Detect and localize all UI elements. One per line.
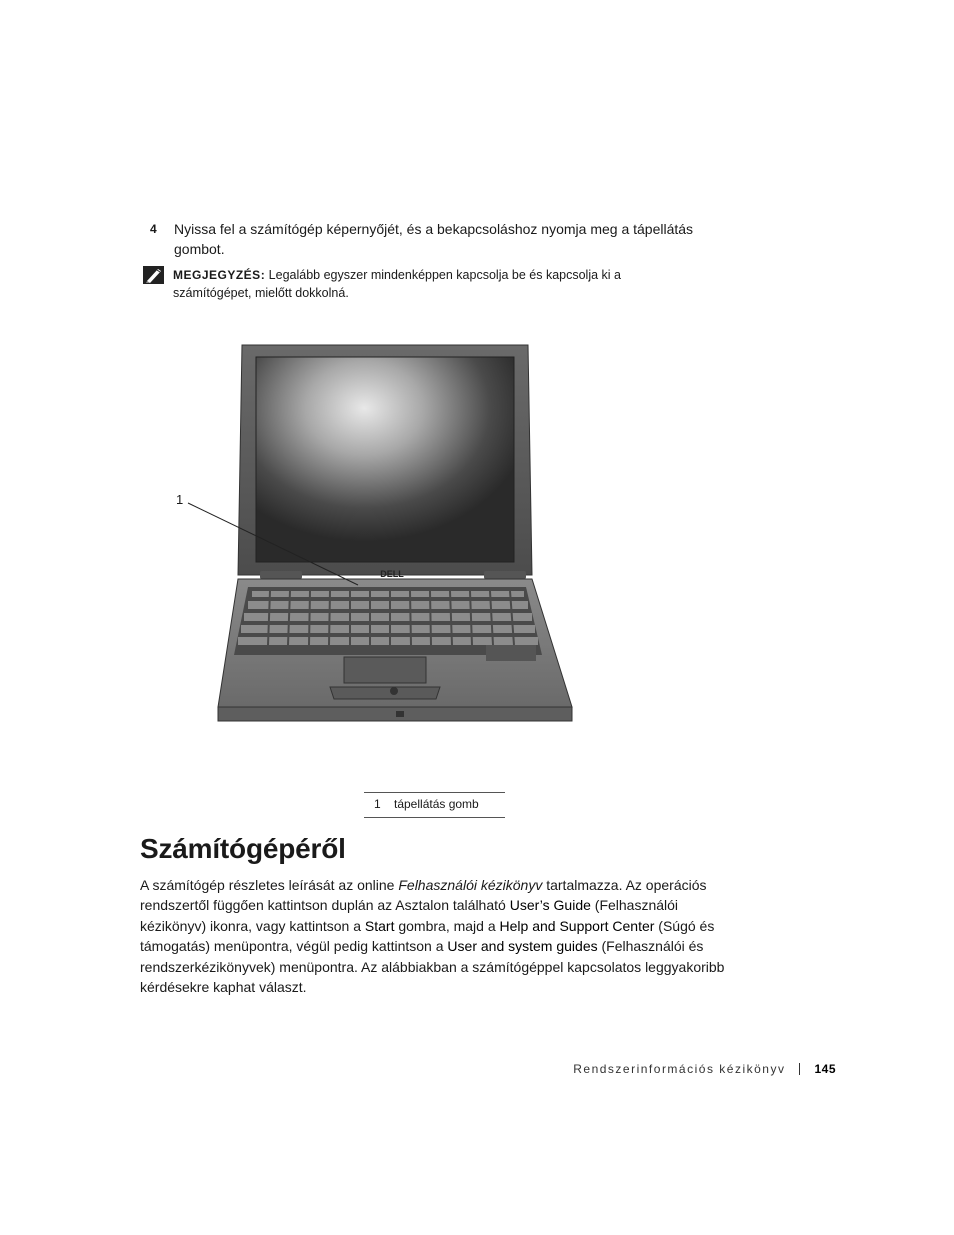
figure-caption — [364, 792, 505, 818]
ui-term-user-system-guides: User and system guides — [447, 938, 598, 955]
footer-title: Rendszerinformációs kézikönyv — [573, 1062, 786, 1076]
step-number: 4 — [150, 222, 157, 236]
note-pencil-icon — [143, 266, 164, 284]
footer-separator — [799, 1063, 800, 1075]
page-number: 145 — [814, 1062, 836, 1076]
section-body — [140, 875, 730, 997]
body-text-6: (Felhasználói és rendszerkézikönyvek) menüpontra. Az alábbiakban a számítógéppel kapcsolatos leggyakoribb kérdésekre kaphat választ. — [140, 938, 725, 996]
step-4 — [150, 219, 730, 259]
laptop-illustration — [170, 335, 590, 735]
body-text-3: (Felhasználói kézikönyv) ikonra, vagy kattintson a — [140, 897, 679, 934]
callout-number: 1 — [176, 492, 184, 507]
section-title: Számítógépéről — [140, 833, 346, 864]
step-text: Nyissa fel a számítógép képernyőjét, és a bekapcsoláshoz nyomja meg a tápellátás gombot. — [174, 221, 694, 257]
note — [143, 266, 683, 302]
body-text-5: (Súgó és támogatás) menüpontra, végül pedig kattintson a — [140, 917, 715, 955]
note-body: Legalább egyszer mindenképpen kapcsolja be és kapcsolja ki a számítógépet, mielőtt dokkolná. — [173, 268, 621, 300]
ui-term-start: Start — [364, 917, 395, 934]
body-text-1: A számítógép részletes leírását az online — [140, 877, 399, 893]
body-text-4: gombra, majd a — [394, 917, 500, 934]
ui-term-help-support: Help and Support Center — [499, 917, 655, 934]
note-text — [173, 266, 683, 302]
caption-number: 1 — [374, 797, 381, 811]
dell-logo: DELL — [380, 569, 404, 579]
note-label: MEGJEGYZÉS: — [173, 268, 266, 282]
ui-term-users-guide: User’s Guide — [509, 897, 591, 914]
page-footer — [573, 1062, 836, 1076]
caption-text: tápellátás gomb — [394, 797, 479, 811]
body-italic-guide: Felhasználói kézikönyv — [398, 877, 543, 893]
body-text-2: tartalmazza. Az operációs rendszertől függően kattintson duplán az Asztalon található — [140, 877, 707, 914]
laptop-figure — [170, 335, 590, 735]
